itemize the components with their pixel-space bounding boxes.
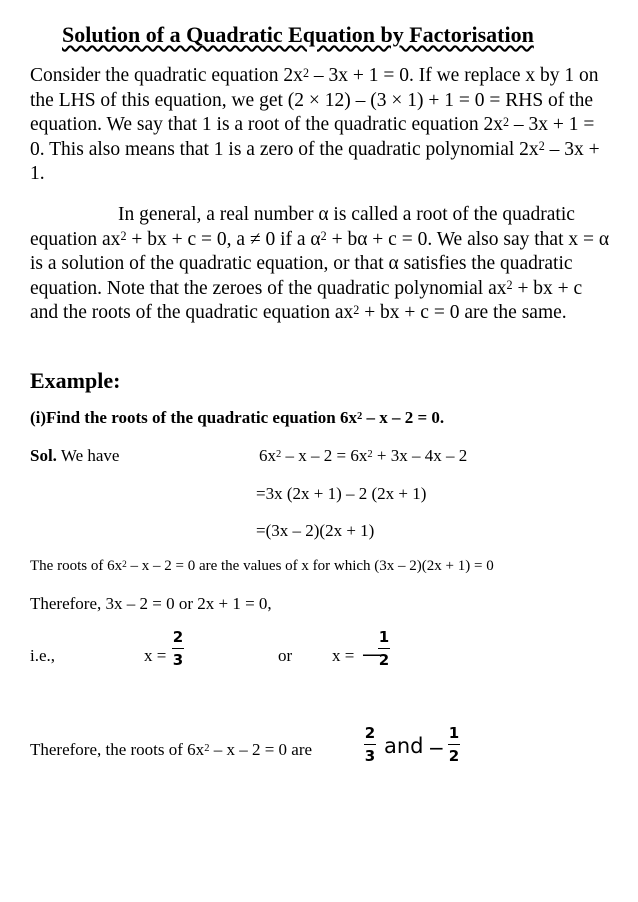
equation-step-1: $6x^2 - x - 2 = 6x^2 + 3x - 4x - 2$ <box>259 446 468 465</box>
fraction-numerator: 1 <box>378 628 390 646</box>
fraction-numerator: 2 <box>364 724 376 742</box>
fraction-bar <box>364 744 376 745</box>
fraction-numerator: 1 <box>448 724 460 742</box>
x-equals-2: x = <box>332 646 355 665</box>
roots-statement: The roots of $6x^2 - x - 2 = 0$ are the values of x for which (3x – 2)(2x + 1) = 0 <box>30 558 494 574</box>
fraction-one-half-final <box>448 724 460 765</box>
fraction-denominator: 3 <box>172 651 184 669</box>
fraction-two-thirds-final <box>364 724 376 765</box>
fraction-bar <box>172 648 184 649</box>
solution-intro: Sol. We have <box>30 446 120 465</box>
intro-paragraph: Consider the quadratic equation $2x^2 - 3x + 1 = 0$. If we replace x by 1 on the LHS of this equation, we get (2 × 12) – (3 × 1) + 1 = 0 = RHS of the equation. We say that 1 is a root of the quadratic equation $2x^2 - 3x + 1 = 0$. This also means that 1 is a zero of the quadratic polynomial $2x^2 - 3x + 1$. <box>30 65 600 184</box>
equation-step-3: =(3x – 2)(2x + 1) <box>256 521 375 540</box>
minus-sign-final: − <box>428 736 445 760</box>
definition-paragraph: In general, a real number α is called a root of the quadratic equation $ax^2$ + bx + c = 0, a ≠ 0 if a $\alpha^2 + b\alpha + c = 0$. We also say that x = α is a solution of the quadratic equation, or that α satisfies the quadratic equation. Note that the zeroes of the quadratic polynomial $ax^2$ + bx + c and the roots of the quadratic equation $ax^2$ + bx + c = 0 are the same. <box>30 204 610 323</box>
equation-step-2: =3x (2x + 1) – 2 (2x + 1) <box>256 484 427 503</box>
final-answer-line: Therefore, the roots of $6x^2 - x - 2 = 0$ are <box>30 740 313 759</box>
fraction-two-thirds <box>172 628 184 669</box>
fraction-denominator: 2 <box>378 651 390 669</box>
ie-label: i.e., <box>30 646 56 665</box>
fraction-denominator: 2 <box>448 747 460 765</box>
fraction-one-half <box>378 628 390 669</box>
minus-sign: — <box>362 642 382 666</box>
fraction-bar <box>378 648 390 649</box>
example-question: (i)Find the roots of the quadratic equation $6x^2 - x - 2 = 0$. <box>30 408 445 427</box>
fraction-denominator: 3 <box>364 747 376 765</box>
example-heading: Example: <box>30 368 121 393</box>
and-label: and <box>384 734 424 758</box>
fraction-numerator: 2 <box>172 628 184 646</box>
fraction-bar <box>448 744 460 745</box>
therefore-line: Therefore, 3x – 2 = 0 or 2x + 1 = 0, <box>30 594 272 613</box>
page-title: Solution of a Quadratic Equation by Factorisation <box>62 22 534 47</box>
or-label: or <box>278 646 293 665</box>
x-equals-1: x = <box>144 646 167 665</box>
